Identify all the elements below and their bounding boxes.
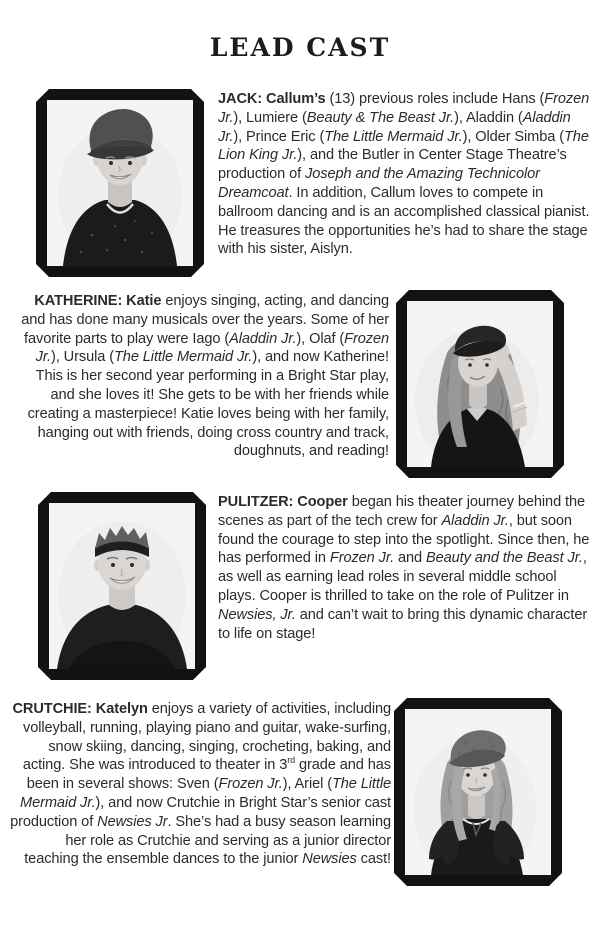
bio-text-crutchie: CRUTCHIE: Katelyn enjoys a variety of activities, including volleyball, running, playing piano and guitar, wake-surfing, snow skiing, dancing, singing, crocheting, baking, and acting. She was introduced to theater in 3rd grade and has been in several shows: Sven (Frozen Jr.), Ariel (The Little Mermaid Jr.), and now Crutchie in Bright Star’s senior cast production of Newsies Jr. She’s had a busy season learning her role as Crutchie and serving as a junior director teaching the ensemble dances to the junior Newsies cast! (10, 701, 391, 868)
cast-photo-katelyn (405, 709, 551, 875)
photo-frame-crutchie (394, 698, 562, 886)
photo-frame-katherine (396, 290, 564, 478)
bio-text-jack: JACK: Callum’s (13) previous roles include Hans (Frozen Jr.), Lumiere (Beauty & The Beast Jr.), Aladdin (Aladdin Jr.), Prince Eric (The Little Mermaid Jr.), Older Simba (The Lion King Jr.), and the Butler in Center Stage Theatre’s production of Joseph and the Amazing Technicolor Dreamcoat. In addition, Callum loves to compete in ballroom dancing and is an accomplished classical pianist. He treasures the opportunities he’s had to share the stage with his sister, Aislyn. (218, 91, 590, 258)
bio-text-katherine: KATHERINE: Katie enjoys singing, acting, and dancing and has done many musicals over the years. Some of her favorite parts to play were Iago (Aladdin Jr.), Olaf (Frozen Jr.), Ursula (The Little Mermaid Jr.), and now Katherine! This is her second year performing in a Bright Star play, and she loves it! She gets to be with her friends while creating a masterpiece! Katie loves being with her family, hanging out with friends, doing cross country and track, doughnuts, and reading! (21, 293, 389, 460)
page-title: LEAD CAST (209, 33, 391, 62)
photo-frame-pulitzer (38, 492, 206, 680)
cast-photo-katie (407, 301, 553, 467)
bio-text-pulitzer: PULITZER: Cooper began his theater journey behind the scenes as part of the tech crew for Aladdin Jr., but soon found the courage to step into the spotlight. Since then, he has performed in Frozen Jr. and Beauty and the Beast Jr., as well as earning lead roles in several middle school plays. Cooper is thrilled to take on the role of Pulitzer in Newsies, Jr. and can’t wait to bring this dynamic character to life on stage! (218, 494, 590, 642)
photo-frame-jack (36, 89, 204, 277)
cast-photo-callum (47, 100, 193, 266)
cast-photo-cooper (49, 503, 195, 669)
